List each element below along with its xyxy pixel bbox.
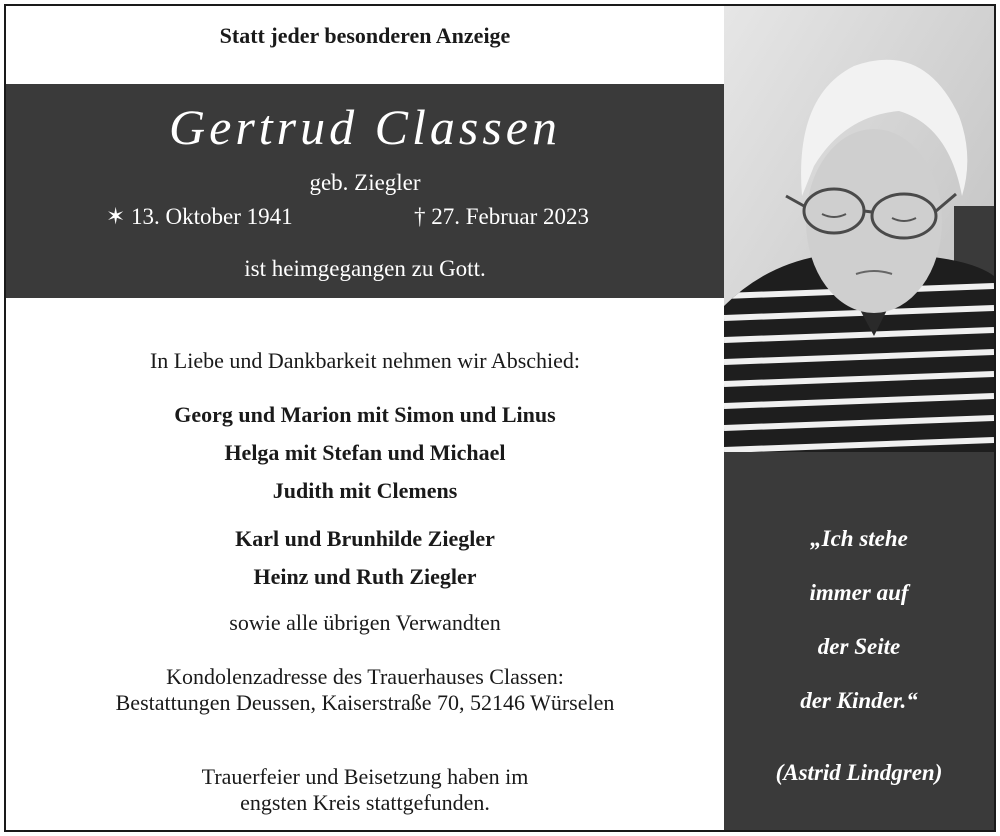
- photo-quote-column: [724, 6, 994, 830]
- condolence-line-2: Bestattungen Deussen, Kaiserstraße 70, 52146 Würselen: [115, 690, 615, 715]
- other-relatives: sowie alle übrigen Verwandten: [229, 610, 501, 635]
- portrait-illustration: [724, 6, 994, 452]
- quote-line: immer auf: [809, 580, 909, 605]
- notice-kicker: Statt jeder besonderen Anzeige: [219, 23, 511, 48]
- notice-text-column: [6, 6, 724, 830]
- funeral-note-line-2: engsten Kreis stattgefunden.: [240, 790, 490, 815]
- maiden-name: geb. Ziegler: [309, 170, 421, 195]
- farewell-intro: In Liebe und Dankbarkeit nehmen wir Abschied:: [149, 348, 581, 373]
- mourner-line: Helga mit Stefan und Michael: [224, 440, 506, 465]
- funeral-note-line-1: Trauerfeier und Beisetzung haben im: [201, 764, 529, 789]
- quote-line: „Ich stehe: [810, 526, 908, 551]
- deceased-name: Gertrud Classen: [169, 99, 561, 155]
- quote-band: [724, 452, 994, 830]
- quote-author: (Astrid Lindgren): [775, 760, 943, 785]
- birth-date: ✶ 13. Oktober 1941: [106, 204, 293, 229]
- passed-away-text: ist heimgegangen zu Gott.: [244, 256, 486, 281]
- name-band: [6, 84, 724, 298]
- condolence-line-1: Kondolenzadresse des Trauerhauses Classen:: [166, 664, 564, 689]
- death-date: † 27. Februar 2023: [414, 204, 590, 229]
- mourner-line: Judith mit Clemens: [272, 478, 458, 503]
- obituary-notice: [4, 4, 996, 832]
- portrait-photo: [724, 6, 994, 452]
- mourner-line: Georg und Marion mit Simon und Linus: [174, 402, 556, 427]
- quote-line: der Seite: [817, 634, 901, 659]
- mourner-line: Karl und Brunhilde Ziegler: [235, 526, 495, 551]
- mourner-line: Heinz und Ruth Ziegler: [253, 564, 477, 589]
- quote-line: der Kinder.“: [800, 688, 918, 713]
